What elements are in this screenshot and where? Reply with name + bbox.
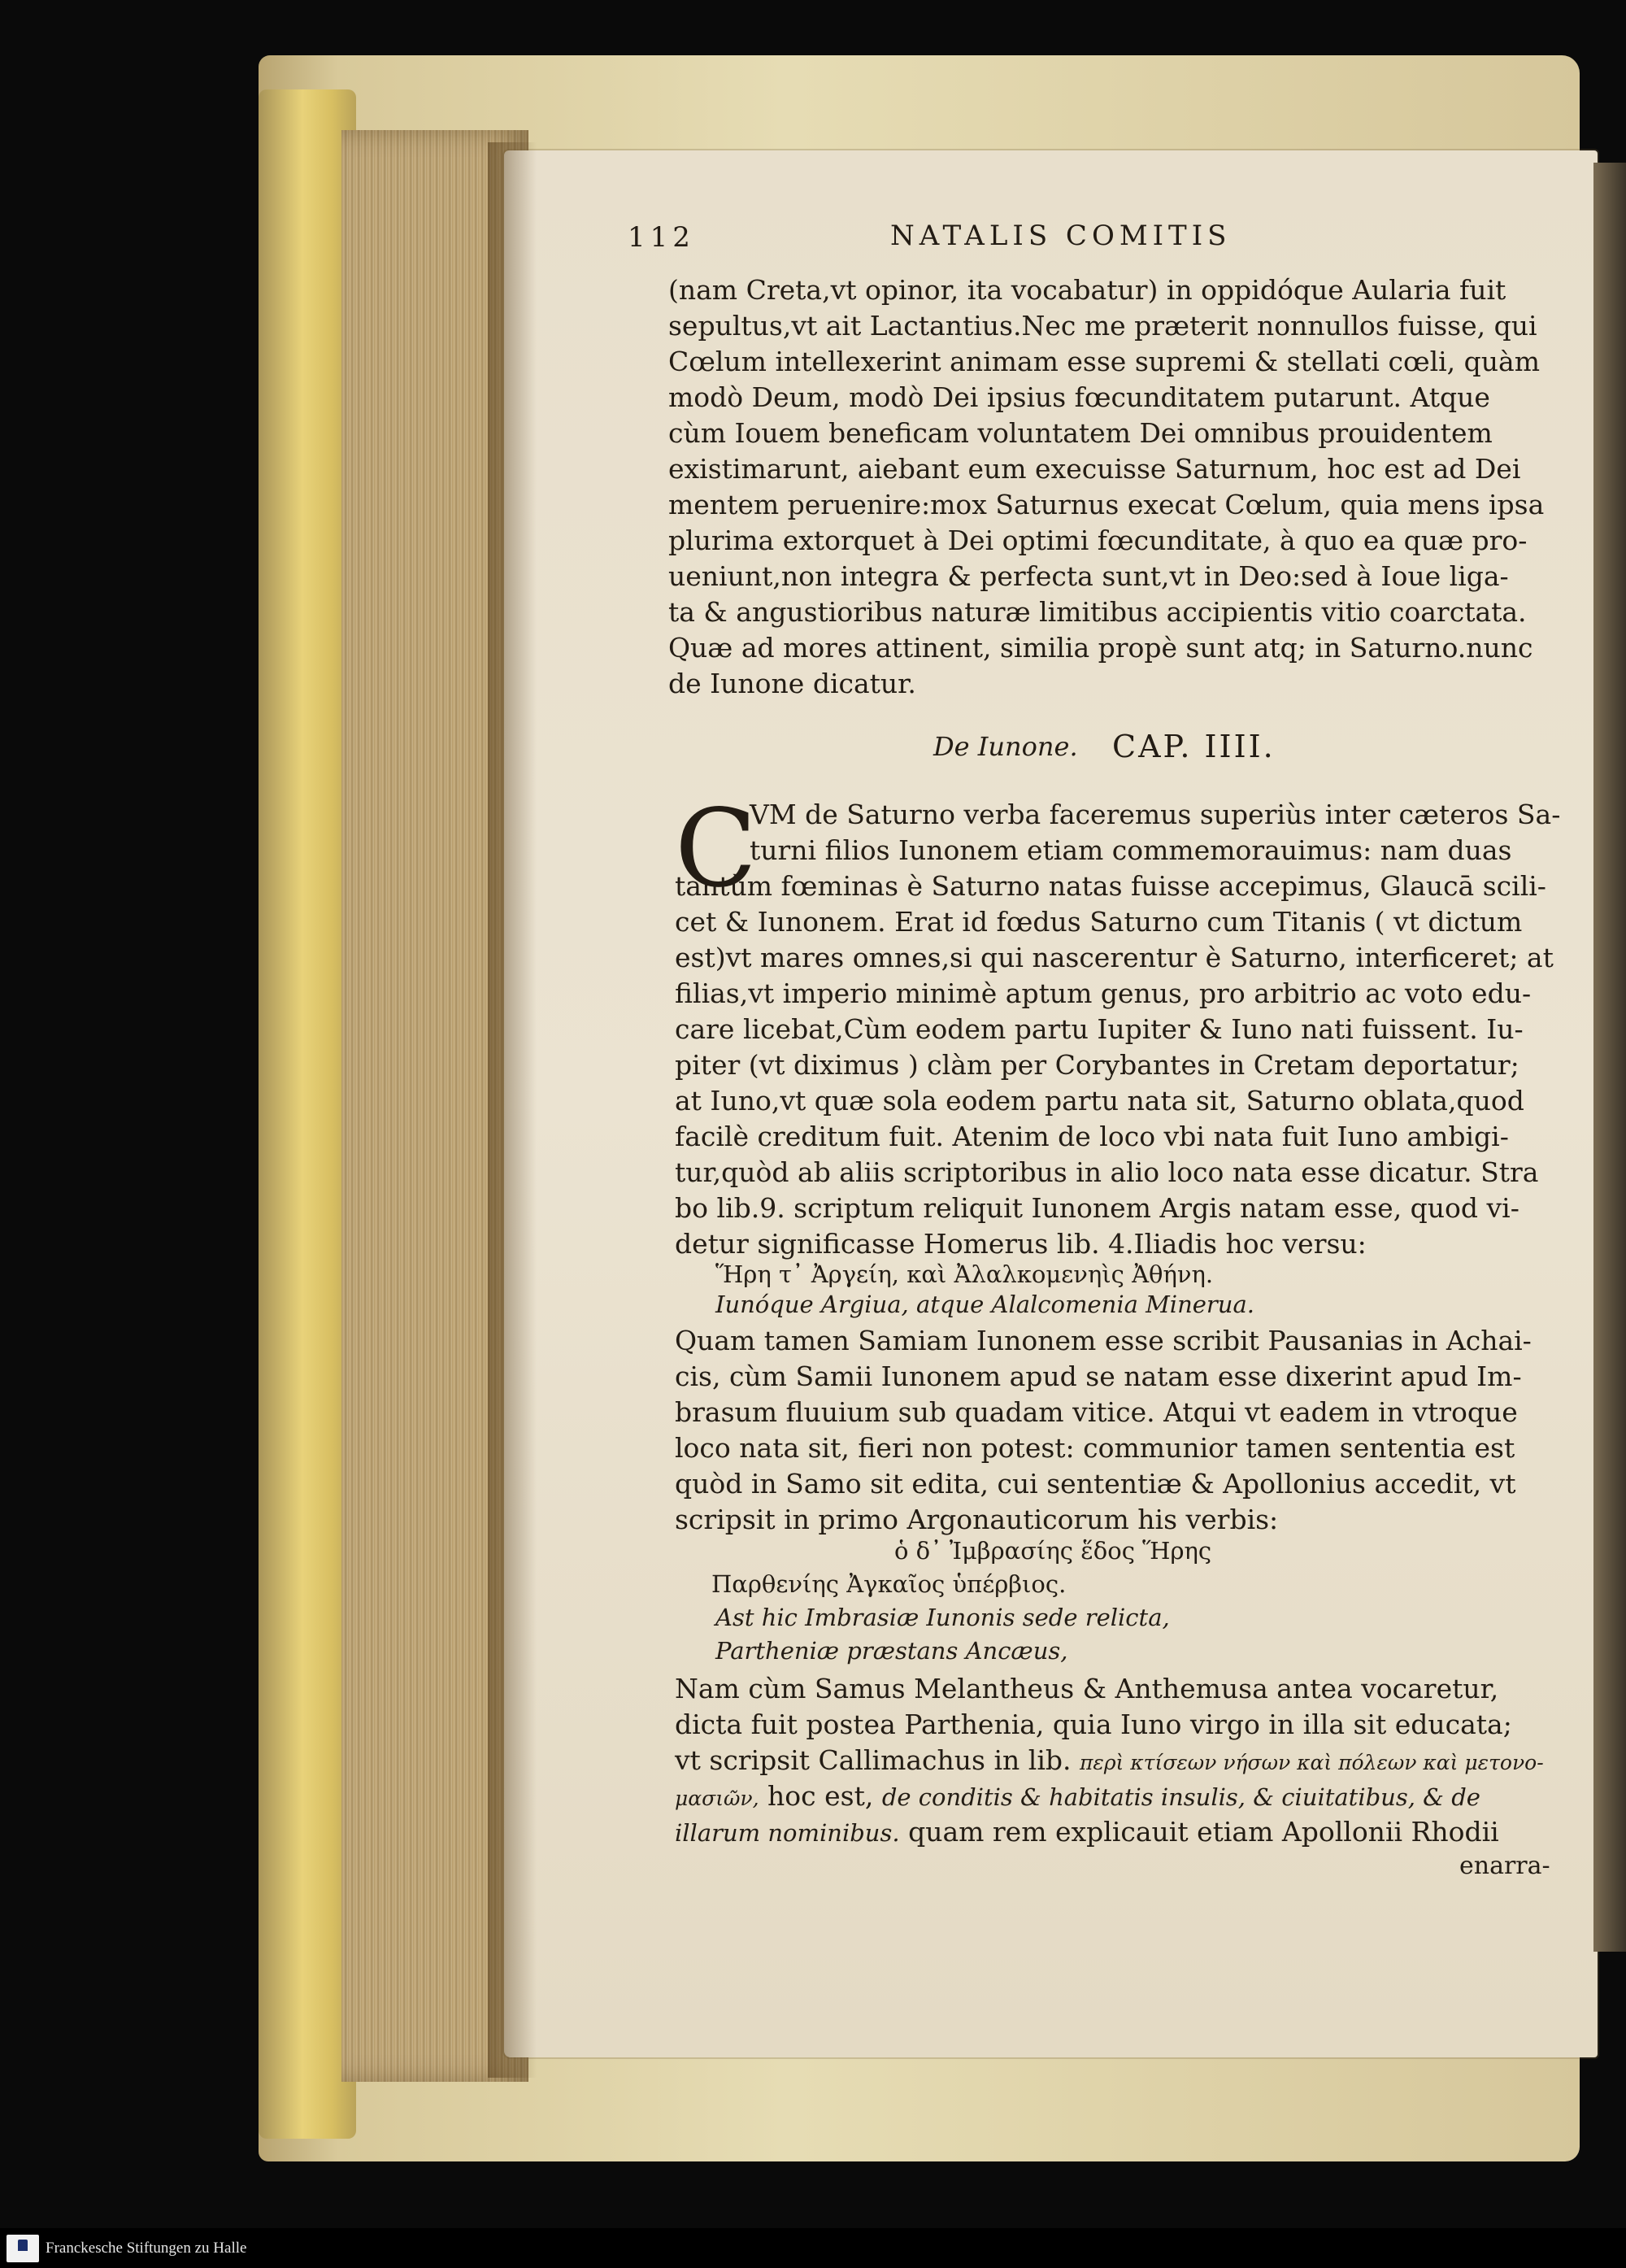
drop-cap: C xyxy=(675,786,757,912)
text-line: dicta fuit postea Parthenia, quia Iuno virgo in illa sit educata; xyxy=(675,1709,1512,1740)
text-line: est)vt mares omnes,si qui nascerentur è Saturno, interficeret; at xyxy=(675,942,1554,973)
text-line: Quæ ad mores attinent, similia propè sunt atq; in Saturno.nunc xyxy=(668,632,1533,664)
text-line: modò Deum, modò Dei ipsius fœcunditatem putarunt. Atque xyxy=(668,381,1490,413)
text-line: tur,quòd ab aliis scriptoribus in alio loco nata esse dicatur. Stra xyxy=(675,1156,1539,1188)
text-line: plurima extorquet à Dei optimi fœcunditate, à quo ea quæ pro- xyxy=(668,525,1528,556)
text-span: hoc est, xyxy=(767,1780,874,1812)
text-line: loco nata sit, fieri non potest: communior tamen sententia est xyxy=(675,1432,1515,1464)
text-line: de Iunone dicatur. xyxy=(668,668,916,699)
text-line: piter (vt diximus ) clàm per Corybantes in Cretam deportatur; xyxy=(675,1049,1519,1081)
text-line: filias,vt imperio minimè aptum genus, pro arbitrio ac voto edu- xyxy=(675,977,1532,1009)
text-line: ta & angustioribus naturæ limitibus accipientis vitio coarctata. xyxy=(668,596,1527,628)
footer-bar xyxy=(0,2228,1626,2268)
text-line: facilè creditum fuit. Atenim de loco vbi nata fuit Iuno ambigi- xyxy=(675,1121,1509,1152)
chapter-heading: CAP. IIII. xyxy=(1112,729,1276,764)
text-line xyxy=(675,1816,1499,1848)
text-line: turni filios Iunonem etiam commemorauimus: nam duas xyxy=(750,834,1512,866)
greek-verse: ὁ δ᾽ Ἰμβρασίης ἕδος Ἥρης xyxy=(894,1537,1212,1565)
text-line: ueniunt,non integra & perfecta sunt,vt in Deo:sed à Ioue liga- xyxy=(668,560,1509,592)
text-line: (nam Creta,vt opinor, ita vocabatur) in oppidóque Aularia fuit xyxy=(668,274,1506,306)
institution-name: Franckesche Stiftungen zu Halle xyxy=(46,2240,247,2257)
text-line: Nam cùm Samus Melantheus & Anthemusa antea vocaretur, xyxy=(675,1673,1499,1704)
text-line: cet & Iunonem. Erat id fœdus Saturno cum Titanis ( vt dictum xyxy=(675,906,1523,938)
text-line: mentem peruenire:mox Saturnus execat Cœlum, quia mens ipsa xyxy=(668,489,1545,520)
latin-verse: Iunóque Argiua, atque Alalcomenia Minerua. xyxy=(715,1291,1254,1318)
text-span: quam rem explicauit etiam Apollonii Rhodii xyxy=(908,1816,1499,1848)
text-line xyxy=(675,1744,1544,1776)
text-line: existimarunt, aiebant eum execuisse Saturnum, hoc est ad Dei xyxy=(668,453,1521,485)
gutter-shadow xyxy=(488,142,537,2078)
page-number: 112 xyxy=(628,221,695,254)
text-line: VM de Saturno verba faceremus superiùs inter cæteros Sa- xyxy=(750,799,1561,830)
greek-verse: Ἥρη τ᾽ Ἀργείη, καὶ Ἀλαλκομενηὶς Ἀθήνη. xyxy=(715,1260,1214,1288)
running-head: NATALIS COMITIS xyxy=(890,220,1232,252)
text-line: Cœlum intellexerint animam esse supremi & stellati cœli, quàm xyxy=(668,346,1541,377)
greek-verse: Παρθενίης Ἀγκαῖος ὑπέρβιος. xyxy=(711,1570,1067,1598)
latin-verse: Ast hic Imbrasiæ Iunonis sede relicta, xyxy=(715,1604,1170,1631)
latin-verse: Partheniæ præstans Ancæus, xyxy=(715,1637,1068,1665)
chapter-subject: De Iunone. xyxy=(933,731,1078,762)
text-line: sepultus,vt ait Lactantius.Nec me præterit nonnullos fuisse, qui xyxy=(668,310,1537,342)
text-line: at Iuno,vt quæ sola eodem partu nata sit, Saturno oblata,quod xyxy=(675,1085,1524,1117)
text-line: brasum fluuium sub quadam vitice. Atqui vt eadem in vtroque xyxy=(675,1396,1518,1428)
text-line: tantùm fœminas è Saturno natas fuisse accepimus, Glaucā scili- xyxy=(675,870,1546,902)
text-line xyxy=(675,1780,1480,1812)
text-line: care licebat,Cùm eodem partu Iupiter & Iuno nati fuissent. Iu- xyxy=(675,1013,1524,1045)
text-line: quòd in Samo sit edita, cui sententiæ & Apollonius accedit, vt xyxy=(675,1468,1516,1500)
text-line: Quam tamen Samiam Iunonem esse scribit Pausanias in Achai- xyxy=(675,1325,1532,1356)
text-line: cùm Iouem beneficam voluntatem Dei omnibus prouidentem xyxy=(668,417,1493,449)
text-line: detur significasse Homerus lib. 4.Iliadis hoc versu: xyxy=(675,1228,1367,1260)
italic-gloss: illarum nominibus. xyxy=(675,1819,900,1847)
institution-logo-icon xyxy=(7,2235,39,2262)
italic-gloss: de conditis & habitatis insulis, & ciuitatibus, & de xyxy=(881,1783,1480,1811)
greek-title: περὶ κτίσεων νήσων καὶ πόλεων καὶ μετονο- xyxy=(1080,1751,1544,1774)
text-line: bo lib.9. scriptum reliquit Iunonem Argis natam esse, quod vi- xyxy=(675,1192,1519,1224)
greek-title: μασιῶν, xyxy=(675,1787,759,1810)
catchword: enarra- xyxy=(1459,1852,1550,1880)
text-line: cis, cùm Samii Iunonem apud se natam esse dixerint apud Im- xyxy=(675,1360,1522,1392)
text-line: scripsit in primo Argonauticorum his verbis: xyxy=(675,1504,1279,1535)
text-span: vt scripsit Callimachus in lib. xyxy=(675,1744,1072,1776)
facing-page-edge xyxy=(1593,163,1626,1952)
